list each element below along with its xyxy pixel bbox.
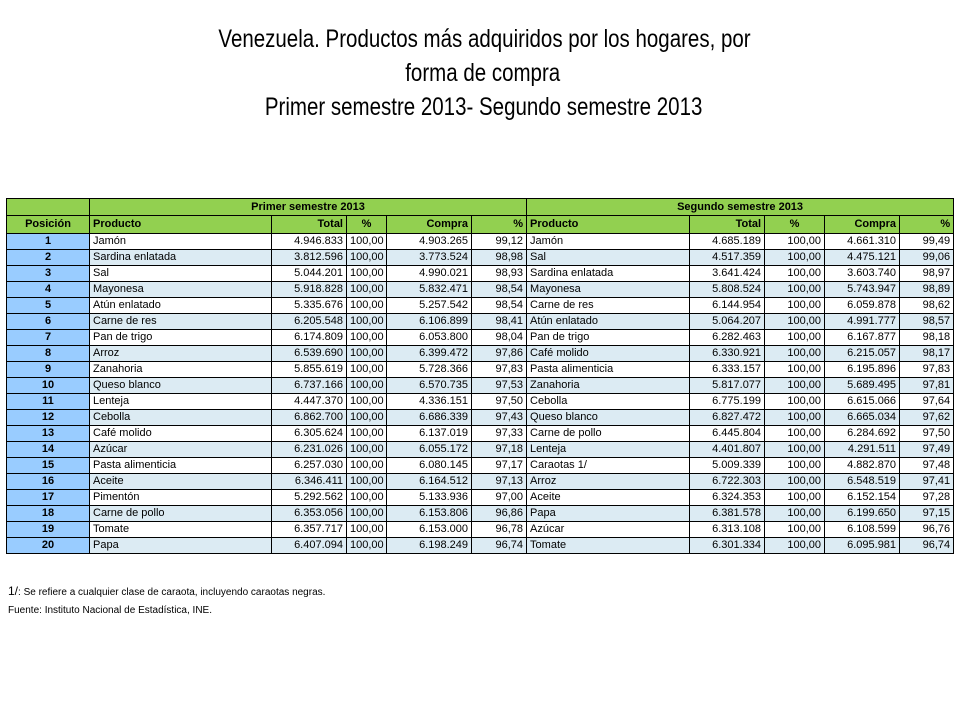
table-row — [7, 394, 954, 410]
percent-cell: 100,00 — [765, 346, 825, 362]
product-cell: Papa — [90, 538, 272, 554]
product-cell: Pan de trigo — [527, 330, 690, 346]
product-cell: Carne de pollo — [90, 506, 272, 522]
purchase-cell: 6.153.806 — [387, 506, 472, 522]
percent-purchase-cell: 97,28 — [900, 490, 954, 506]
percent-purchase-cell: 98,97 — [900, 266, 954, 282]
header-position: Posición — [7, 216, 90, 234]
purchase-cell: 6.108.599 — [825, 522, 900, 538]
percent-purchase-cell: 97,18 — [472, 442, 527, 458]
percent-purchase-cell: 99,49 — [900, 234, 954, 250]
table-row — [7, 250, 954, 266]
table-row — [7, 442, 954, 458]
percent-cell: 100,00 — [765, 250, 825, 266]
product-cell: Pasta alimenticia — [527, 362, 690, 378]
percent-purchase-cell: 99,12 — [472, 234, 527, 250]
purchase-cell: 4.291.511 — [825, 442, 900, 458]
percent-cell: 100,00 — [347, 538, 387, 554]
product-cell: Jamón — [527, 234, 690, 250]
percent-purchase-cell: 99,06 — [900, 250, 954, 266]
table-row — [7, 506, 954, 522]
position-cell: 5 — [7, 298, 90, 314]
percent-cell: 100,00 — [765, 474, 825, 490]
total-cell: 6.231.026 — [272, 442, 347, 458]
percent-purchase-cell: 98,41 — [472, 314, 527, 330]
table-row — [7, 522, 954, 538]
product-cell: Cebolla — [527, 394, 690, 410]
title-line-3: Primer semestre 2013- Segundo semestre 2013 — [264, 93, 703, 121]
header-purchase-1: Compra — [387, 216, 472, 234]
percent-cell: 100,00 — [765, 522, 825, 538]
purchase-cell: 6.055.172 — [387, 442, 472, 458]
table-row — [7, 314, 954, 330]
table-row — [7, 346, 954, 362]
total-cell: 5.918.828 — [272, 282, 347, 298]
total-cell: 4.685.189 — [690, 234, 765, 250]
purchase-cell: 6.686.339 — [387, 410, 472, 426]
purchase-cell: 6.164.512 — [387, 474, 472, 490]
percent-cell: 100,00 — [347, 458, 387, 474]
total-cell: 4.946.833 — [272, 234, 347, 250]
position-cell: 13 — [7, 426, 90, 442]
page-title — [0, 22, 960, 124]
purchase-cell: 5.743.947 — [825, 282, 900, 298]
percent-cell: 100,00 — [347, 362, 387, 378]
purchase-cell: 6.095.981 — [825, 538, 900, 554]
purchase-cell: 4.882.870 — [825, 458, 900, 474]
total-cell: 5.292.562 — [272, 490, 347, 506]
product-cell: Tomate — [527, 538, 690, 554]
purchase-cell: 6.059.878 — [825, 298, 900, 314]
notes — [8, 582, 325, 620]
product-cell: Atún enlatado — [90, 298, 272, 314]
percent-cell: 100,00 — [347, 250, 387, 266]
purchase-cell: 4.991.777 — [825, 314, 900, 330]
percent-purchase-cell: 96,74 — [472, 538, 527, 554]
position-cell: 11 — [7, 394, 90, 410]
product-cell: Carne de pollo — [527, 426, 690, 442]
total-cell: 6.407.094 — [272, 538, 347, 554]
product-cell: Tomate — [90, 522, 272, 538]
total-cell: 6.282.463 — [690, 330, 765, 346]
position-cell: 3 — [7, 266, 90, 282]
products-table — [6, 198, 954, 554]
title-line-1: Venezuela. Productos más adquiridos por los hogares, por — [218, 25, 751, 53]
product-cell: Arroz — [90, 346, 272, 362]
table-row — [7, 410, 954, 426]
percent-purchase-cell: 97,50 — [472, 394, 527, 410]
product-cell: Sardina enlatada — [90, 250, 272, 266]
purchase-cell: 4.903.265 — [387, 234, 472, 250]
percent-cell: 100,00 — [347, 266, 387, 282]
position-cell: 6 — [7, 314, 90, 330]
percent-purchase-cell: 96,78 — [472, 522, 527, 538]
product-cell: Arroz — [527, 474, 690, 490]
source-note: Fuente: Instituto Nacional de Estadística, INE. — [8, 605, 212, 616]
percent-cell: 100,00 — [765, 458, 825, 474]
percent-cell: 100,00 — [765, 410, 825, 426]
percent-purchase-cell: 97,43 — [472, 410, 527, 426]
purchase-cell: 3.603.740 — [825, 266, 900, 282]
percent-purchase-cell: 98,57 — [900, 314, 954, 330]
position-cell: 16 — [7, 474, 90, 490]
product-cell: Café molido — [90, 426, 272, 442]
total-cell: 3.641.424 — [690, 266, 765, 282]
total-cell: 6.357.717 — [272, 522, 347, 538]
percent-purchase-cell: 97,62 — [900, 410, 954, 426]
percent-purchase-cell: 98,89 — [900, 282, 954, 298]
product-cell: Mayonesa — [527, 282, 690, 298]
purchase-cell: 6.080.145 — [387, 458, 472, 474]
table-row — [7, 378, 954, 394]
purchase-cell: 4.336.151 — [387, 394, 472, 410]
percent-cell: 100,00 — [765, 298, 825, 314]
percent-purchase-cell: 97,33 — [472, 426, 527, 442]
percent-cell: 100,00 — [347, 298, 387, 314]
percent-cell: 100,00 — [347, 490, 387, 506]
product-cell: Zanahoria — [527, 378, 690, 394]
header-percent-purchase-2: % — [900, 216, 954, 234]
purchase-cell: 6.665.034 — [825, 410, 900, 426]
percent-purchase-cell: 97,17 — [472, 458, 527, 474]
purchase-cell: 4.661.310 — [825, 234, 900, 250]
product-cell: Carne de res — [90, 314, 272, 330]
percent-purchase-cell: 98,93 — [472, 266, 527, 282]
total-cell: 6.827.472 — [690, 410, 765, 426]
position-cell: 12 — [7, 410, 90, 426]
position-cell: 20 — [7, 538, 90, 554]
product-cell: Lenteja — [527, 442, 690, 458]
position-cell: 15 — [7, 458, 90, 474]
percent-purchase-cell: 98,54 — [472, 298, 527, 314]
position-cell: 17 — [7, 490, 90, 506]
table-row — [7, 490, 954, 506]
product-cell: Pan de trigo — [90, 330, 272, 346]
percent-purchase-cell: 98,18 — [900, 330, 954, 346]
percent-purchase-cell: 96,74 — [900, 538, 954, 554]
percent-purchase-cell: 97,50 — [900, 426, 954, 442]
purchase-cell: 6.399.472 — [387, 346, 472, 362]
percent-cell: 100,00 — [765, 378, 825, 394]
position-cell: 9 — [7, 362, 90, 378]
product-cell: Azúcar — [90, 442, 272, 458]
position-cell: 1 — [7, 234, 90, 250]
total-cell: 6.333.157 — [690, 362, 765, 378]
product-cell: Papa — [527, 506, 690, 522]
purchase-cell: 6.195.896 — [825, 362, 900, 378]
total-cell: 3.812.596 — [272, 250, 347, 266]
product-cell: Aceite — [90, 474, 272, 490]
percent-purchase-cell: 98,17 — [900, 346, 954, 362]
product-cell: Atún enlatado — [527, 314, 690, 330]
percent-cell: 100,00 — [765, 538, 825, 554]
product-cell: Aceite — [527, 490, 690, 506]
purchase-cell: 6.615.066 — [825, 394, 900, 410]
percent-cell: 100,00 — [347, 410, 387, 426]
product-cell: Carne de res — [527, 298, 690, 314]
percent-purchase-cell: 97,00 — [472, 490, 527, 506]
title-line-2: forma de compra — [405, 59, 561, 87]
total-cell: 6.324.353 — [690, 490, 765, 506]
table-row — [7, 266, 954, 282]
total-cell: 5.855.619 — [272, 362, 347, 378]
purchase-cell: 6.199.650 — [825, 506, 900, 522]
percent-cell: 100,00 — [347, 522, 387, 538]
percent-purchase-cell: 98,54 — [472, 282, 527, 298]
table-row — [7, 362, 954, 378]
percent-purchase-cell: 97,53 — [472, 378, 527, 394]
total-cell: 6.862.700 — [272, 410, 347, 426]
total-cell: 6.445.804 — [690, 426, 765, 442]
header-product-1: Producto — [90, 216, 272, 234]
blank-header-cell — [7, 199, 90, 216]
percent-purchase-cell: 96,86 — [472, 506, 527, 522]
position-cell: 7 — [7, 330, 90, 346]
total-cell: 6.144.954 — [690, 298, 765, 314]
percent-cell: 100,00 — [765, 362, 825, 378]
percent-purchase-cell: 97,48 — [900, 458, 954, 474]
total-cell: 6.775.199 — [690, 394, 765, 410]
product-cell: Pimentón — [90, 490, 272, 506]
total-cell: 6.346.411 — [272, 474, 347, 490]
header-percent-purchase-1: % — [472, 216, 527, 234]
product-cell: Queso blanco — [527, 410, 690, 426]
product-cell: Mayonesa — [90, 282, 272, 298]
position-cell: 4 — [7, 282, 90, 298]
group-header-first-semester: Primer semestre 2013 — [90, 199, 527, 216]
product-cell: Sal — [527, 250, 690, 266]
header-total-2: Total — [690, 216, 765, 234]
purchase-cell: 5.689.495 — [825, 378, 900, 394]
percent-purchase-cell: 97,86 — [472, 346, 527, 362]
total-cell: 6.313.108 — [690, 522, 765, 538]
product-cell: Zanahoria — [90, 362, 272, 378]
percent-cell: 100,00 — [765, 330, 825, 346]
total-cell: 6.381.578 — [690, 506, 765, 522]
purchase-cell: 5.728.366 — [387, 362, 472, 378]
table-row — [7, 458, 954, 474]
total-cell: 5.044.201 — [272, 266, 347, 282]
table-row — [7, 330, 954, 346]
product-cell: Sal — [90, 266, 272, 282]
product-cell: Pasta alimenticia — [90, 458, 272, 474]
group-header-row — [7, 199, 954, 216]
position-cell: 2 — [7, 250, 90, 266]
purchase-cell: 6.152.154 — [825, 490, 900, 506]
percent-purchase-cell: 97,15 — [900, 506, 954, 522]
purchase-cell: 6.167.877 — [825, 330, 900, 346]
table-row — [7, 538, 954, 554]
product-cell: Queso blanco — [90, 378, 272, 394]
percent-cell: 100,00 — [347, 426, 387, 442]
percent-cell: 100,00 — [765, 442, 825, 458]
percent-cell: 100,00 — [347, 378, 387, 394]
table-row — [7, 426, 954, 442]
total-cell: 6.330.921 — [690, 346, 765, 362]
percent-cell: 100,00 — [765, 234, 825, 250]
purchase-cell: 6.106.899 — [387, 314, 472, 330]
total-cell: 4.447.370 — [272, 394, 347, 410]
total-cell: 6.257.030 — [272, 458, 347, 474]
header-purchase-2: Compra — [825, 216, 900, 234]
footnote-text: : Se refiere a cualquier clase de caraota, incluyendo caraotas negras. — [18, 587, 326, 598]
footnote-marker: 1/ — [8, 584, 19, 598]
percent-purchase-cell: 97,13 — [472, 474, 527, 490]
purchase-cell: 6.548.519 — [825, 474, 900, 490]
column-header-row — [7, 216, 954, 234]
percent-cell: 100,00 — [765, 282, 825, 298]
percent-purchase-cell: 98,98 — [472, 250, 527, 266]
purchase-cell: 5.832.471 — [387, 282, 472, 298]
percent-cell: 100,00 — [347, 506, 387, 522]
percent-cell: 100,00 — [347, 314, 387, 330]
percent-cell: 100,00 — [765, 394, 825, 410]
purchase-cell: 6.284.692 — [825, 426, 900, 442]
footnote — [8, 582, 325, 602]
table-body — [7, 234, 954, 554]
total-cell: 6.353.056 — [272, 506, 347, 522]
percent-purchase-cell: 98,04 — [472, 330, 527, 346]
product-cell: Café molido — [527, 346, 690, 362]
percent-cell: 100,00 — [347, 394, 387, 410]
total-cell: 6.205.548 — [272, 314, 347, 330]
percent-cell: 100,00 — [765, 426, 825, 442]
percent-cell: 100,00 — [765, 506, 825, 522]
position-cell: 18 — [7, 506, 90, 522]
purchase-cell: 6.053.800 — [387, 330, 472, 346]
total-cell: 4.517.359 — [690, 250, 765, 266]
percent-purchase-cell: 97,64 — [900, 394, 954, 410]
percent-cell: 100,00 — [347, 330, 387, 346]
percent-purchase-cell: 97,49 — [900, 442, 954, 458]
total-cell: 6.539.690 — [272, 346, 347, 362]
total-cell: 5.064.207 — [690, 314, 765, 330]
total-cell: 5.009.339 — [690, 458, 765, 474]
total-cell: 5.335.676 — [272, 298, 347, 314]
purchase-cell: 5.133.936 — [387, 490, 472, 506]
purchase-cell: 6.570.735 — [387, 378, 472, 394]
total-cell: 5.808.524 — [690, 282, 765, 298]
purchase-cell: 5.257.542 — [387, 298, 472, 314]
purchase-cell: 4.990.021 — [387, 266, 472, 282]
table-row — [7, 234, 954, 250]
group-header-second-semester: Segundo semestre 2013 — [527, 199, 954, 216]
product-cell: Caraotas 1/ — [527, 458, 690, 474]
header-percent-1: % — [347, 216, 387, 234]
percent-purchase-cell: 97,83 — [900, 362, 954, 378]
position-cell: 19 — [7, 522, 90, 538]
position-cell: 8 — [7, 346, 90, 362]
total-cell: 6.174.809 — [272, 330, 347, 346]
percent-cell: 100,00 — [347, 346, 387, 362]
position-cell: 14 — [7, 442, 90, 458]
table-row — [7, 474, 954, 490]
purchase-cell: 6.198.249 — [387, 538, 472, 554]
percent-purchase-cell: 97,41 — [900, 474, 954, 490]
purchase-cell: 6.153.000 — [387, 522, 472, 538]
table-row — [7, 298, 954, 314]
product-cell: Jamón — [90, 234, 272, 250]
percent-cell: 100,00 — [765, 266, 825, 282]
position-cell: 10 — [7, 378, 90, 394]
total-cell: 5.817.077 — [690, 378, 765, 394]
purchase-cell: 6.137.019 — [387, 426, 472, 442]
percent-cell: 100,00 — [765, 314, 825, 330]
percent-purchase-cell: 97,83 — [472, 362, 527, 378]
purchase-cell: 4.475.121 — [825, 250, 900, 266]
percent-cell: 100,00 — [765, 490, 825, 506]
total-cell: 4.401.807 — [690, 442, 765, 458]
percent-cell: 100,00 — [347, 234, 387, 250]
header-percent-2: % — [765, 216, 825, 234]
total-cell: 6.305.624 — [272, 426, 347, 442]
purchase-cell: 3.773.524 — [387, 250, 472, 266]
percent-cell: 100,00 — [347, 442, 387, 458]
total-cell: 6.301.334 — [690, 538, 765, 554]
product-cell: Sardina enlatada — [527, 266, 690, 282]
table-row — [7, 282, 954, 298]
header-total-1: Total — [272, 216, 347, 234]
product-cell: Lenteja — [90, 394, 272, 410]
percent-purchase-cell: 98,62 — [900, 298, 954, 314]
total-cell: 6.722.303 — [690, 474, 765, 490]
purchase-cell: 6.215.057 — [825, 346, 900, 362]
product-cell: Cebolla — [90, 410, 272, 426]
header-product-2: Producto — [527, 216, 690, 234]
total-cell: 6.737.166 — [272, 378, 347, 394]
product-cell: Azúcar — [527, 522, 690, 538]
percent-purchase-cell: 97,81 — [900, 378, 954, 394]
percent-cell: 100,00 — [347, 282, 387, 298]
percent-cell: 100,00 — [347, 474, 387, 490]
percent-purchase-cell: 96,76 — [900, 522, 954, 538]
